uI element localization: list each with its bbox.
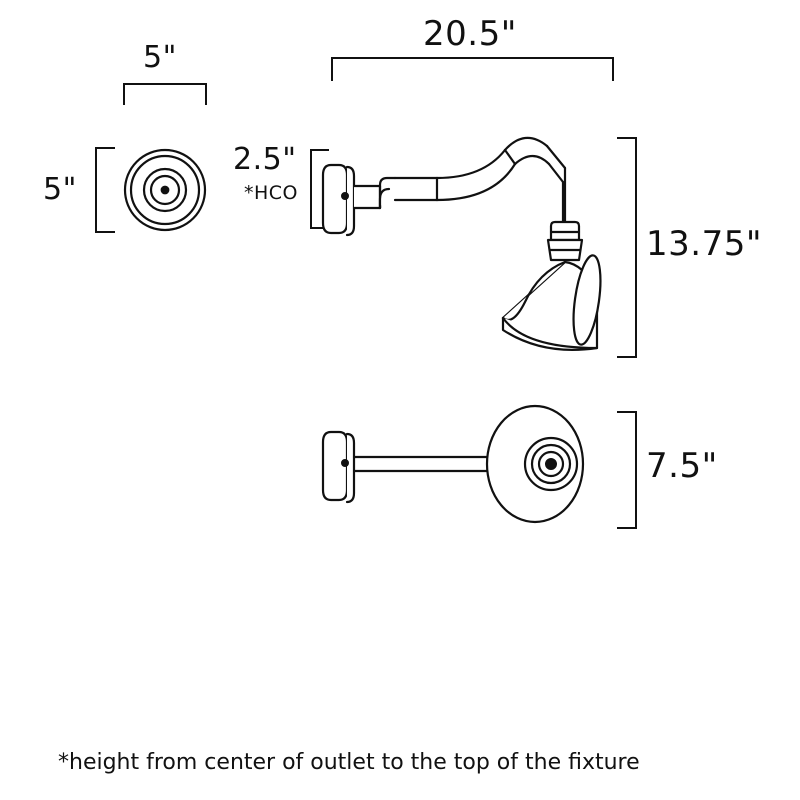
backplate-depth-label: 2.5" — [233, 142, 297, 177]
backplate-depth-note: *HCO — [244, 182, 299, 204]
side-view-fixture — [323, 138, 605, 350]
side-height-label: 13.75" — [646, 224, 762, 264]
front-view-shade — [125, 150, 205, 230]
arm-length-dimension-line — [332, 58, 613, 80]
front-width-dimension-line — [124, 84, 206, 104]
arm-length-label: 20.5" — [423, 14, 517, 54]
footnote: *height from center of outlet to the top of the fixture — [58, 750, 640, 775]
side-height-dimension-line — [618, 138, 636, 357]
top-depth-dimension-line — [618, 412, 636, 528]
front-height-dimension-line — [96, 148, 114, 232]
top-view-fixture — [323, 406, 583, 522]
top-depth-label: 7.5" — [646, 446, 718, 486]
front-width-label: 5" — [143, 40, 177, 75]
front-height-label: 5" — [43, 172, 77, 207]
